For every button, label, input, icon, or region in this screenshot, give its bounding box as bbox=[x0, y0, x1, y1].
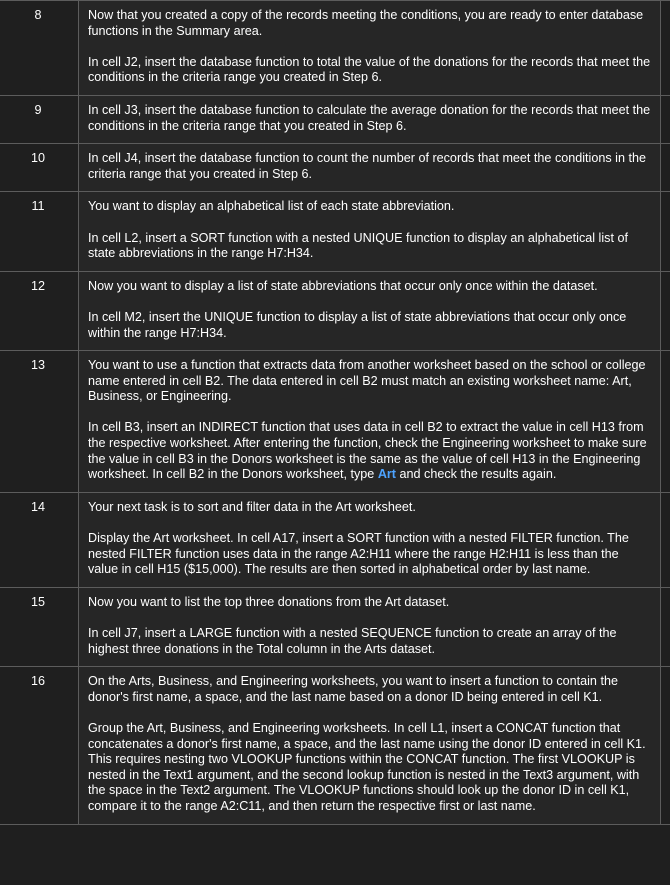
step-paragraph: Now that you created a copy of the records meeting the conditions, you are ready to enter database functions in the Summary area. bbox=[88, 8, 644, 38]
step-instructions-cell bbox=[79, 667, 661, 824]
step-number: 14 bbox=[30, 499, 45, 514]
table-edge-cell bbox=[661, 587, 670, 666]
table-edge-cell bbox=[661, 144, 670, 192]
step-row bbox=[0, 351, 670, 493]
step-number: 12 bbox=[30, 278, 45, 293]
step-paragraph: In cell M2, insert the UNIQUE function to display a list of state abbreviations that occur only once within the range H7:H34. bbox=[88, 309, 627, 340]
step-row bbox=[0, 95, 670, 143]
step-paragraph: Now you want to list the top three donations from the Art dataset. bbox=[88, 594, 450, 609]
step-row bbox=[0, 144, 670, 192]
table-edge-cell bbox=[661, 95, 670, 143]
step-number-cell bbox=[0, 351, 79, 493]
step-number-cell bbox=[0, 192, 79, 271]
step-text: and check the results again. bbox=[396, 467, 557, 482]
step-number-cell bbox=[0, 1, 79, 96]
step-row bbox=[0, 271, 670, 350]
step-row bbox=[0, 1, 670, 96]
step-paragraph: In cell J3, insert the database function to calculate the average donation for the records that meet the conditions in the criteria range that you created in Step 6. bbox=[88, 102, 651, 133]
step-number: 9 bbox=[34, 102, 42, 117]
step-number-cell bbox=[0, 95, 79, 143]
highlighted-entry-text: Art bbox=[377, 467, 397, 482]
step-paragraph: In cell J4, insert the database function to count the number of records that meet the conditions in the criteria range that you created in Step 6. bbox=[88, 151, 646, 181]
step-row bbox=[0, 667, 670, 824]
step-paragraph: Your next task is to sort and filter data in the Art worksheet. bbox=[88, 499, 416, 514]
step-number-cell bbox=[0, 667, 79, 824]
step-instructions-cell bbox=[79, 587, 661, 666]
step-text: In cell B3, insert an INDIRECT function that uses data in cell B2 to extract the value in cell H13 from the respective worksheet. After entering the function, check the Engineering worksheet to make sure the value in cell B3 in the Donors worksheet is the same as the value of cell H13 in the Engineering worksheet. In cell B2 in the Donors worksheet, type bbox=[88, 420, 647, 482]
step-number-cell bbox=[0, 587, 79, 666]
step-number-cell bbox=[0, 144, 79, 192]
step-paragraph: In cell J2, insert the database function to total the value of the donations for the records that meet the conditions in the criteria range you created in Step 6. bbox=[88, 54, 651, 85]
step-row bbox=[0, 587, 670, 666]
table-edge-cell bbox=[661, 1, 670, 96]
step-number-cell bbox=[0, 492, 79, 587]
step-paragraph: On the Arts, Business, and Engineering worksheets, you want to insert a function to contain the donor's first name, a space, and the last name based on a donor ID being entered in cell K1. bbox=[88, 674, 618, 704]
step-instructions-cell bbox=[79, 351, 661, 493]
step-number: 11 bbox=[31, 199, 45, 214]
step-row bbox=[0, 192, 670, 271]
table-edge-cell bbox=[661, 492, 670, 587]
step-number: 15 bbox=[30, 594, 45, 609]
table-edge-cell bbox=[661, 192, 670, 271]
step-instructions-cell bbox=[79, 1, 661, 96]
step-paragraph bbox=[88, 420, 652, 482]
table-edge-cell bbox=[661, 667, 670, 824]
step-number: 16 bbox=[30, 674, 45, 689]
step-number-cell bbox=[0, 271, 79, 350]
step-paragraph: In cell J7, insert a LARGE function with a nested SEQUENCE function to create an array of the highest three donations in the Total column in the Arts dataset. bbox=[88, 626, 617, 656]
step-number: 8 bbox=[34, 8, 42, 22]
step-instructions-cell bbox=[79, 271, 661, 350]
table-edge-cell bbox=[661, 351, 670, 493]
step-paragraph: You want to display an alphabetical list of each state abbreviation. bbox=[88, 199, 455, 214]
step-number: 10 bbox=[30, 151, 45, 166]
step-paragraph: In cell L2, insert a SORT function with a nested UNIQUE function to display an alphabetical list of state abbreviations in the range H7:H34. bbox=[88, 230, 628, 261]
step-instructions-cell bbox=[79, 144, 661, 192]
step-paragraph: Group the Art, Business, and Engineering worksheets. In cell L1, insert a CONCAT function that concatenates a donor's first name, a space, and the last name using the donor ID entered in cell K1. This requires nesting two VLOOKUP functions within the CONCAT function. The first VLOOKUP is nested in the Text1 argument, and the second lookup function is nested in the Text3 argument, with the space in the Text2 argument. The VLOOKUP functions should look up the donor ID in cell K1, compare it to the range A2:C11, and then return the respective first or last name. bbox=[88, 720, 646, 813]
step-paragraph: Now you want to display a list of state abbreviations that occur only once within the dataset. bbox=[88, 278, 598, 293]
step-instructions-cell bbox=[79, 192, 661, 271]
table-edge-cell bbox=[661, 271, 670, 350]
step-row bbox=[0, 492, 670, 587]
step-instructions-cell bbox=[79, 95, 661, 143]
step-paragraph: Display the Art worksheet. In cell A17, insert a SORT function with a nested FILTER function. The nested FILTER function uses data in the range A2:H11 where the range H2:H11 is less than the value in cell H15 ($15,000). The results are then sorted in alphabetical order by last name. bbox=[88, 531, 629, 577]
step-paragraph: You want to use a function that extracts data from another worksheet based on the school or college name entered in cell B2. The data entered in cell B2 must match an existing worksheet name: Art, Business, or Engineering. bbox=[88, 358, 646, 404]
step-number: 13 bbox=[30, 358, 45, 373]
step-instructions-cell bbox=[79, 492, 661, 587]
